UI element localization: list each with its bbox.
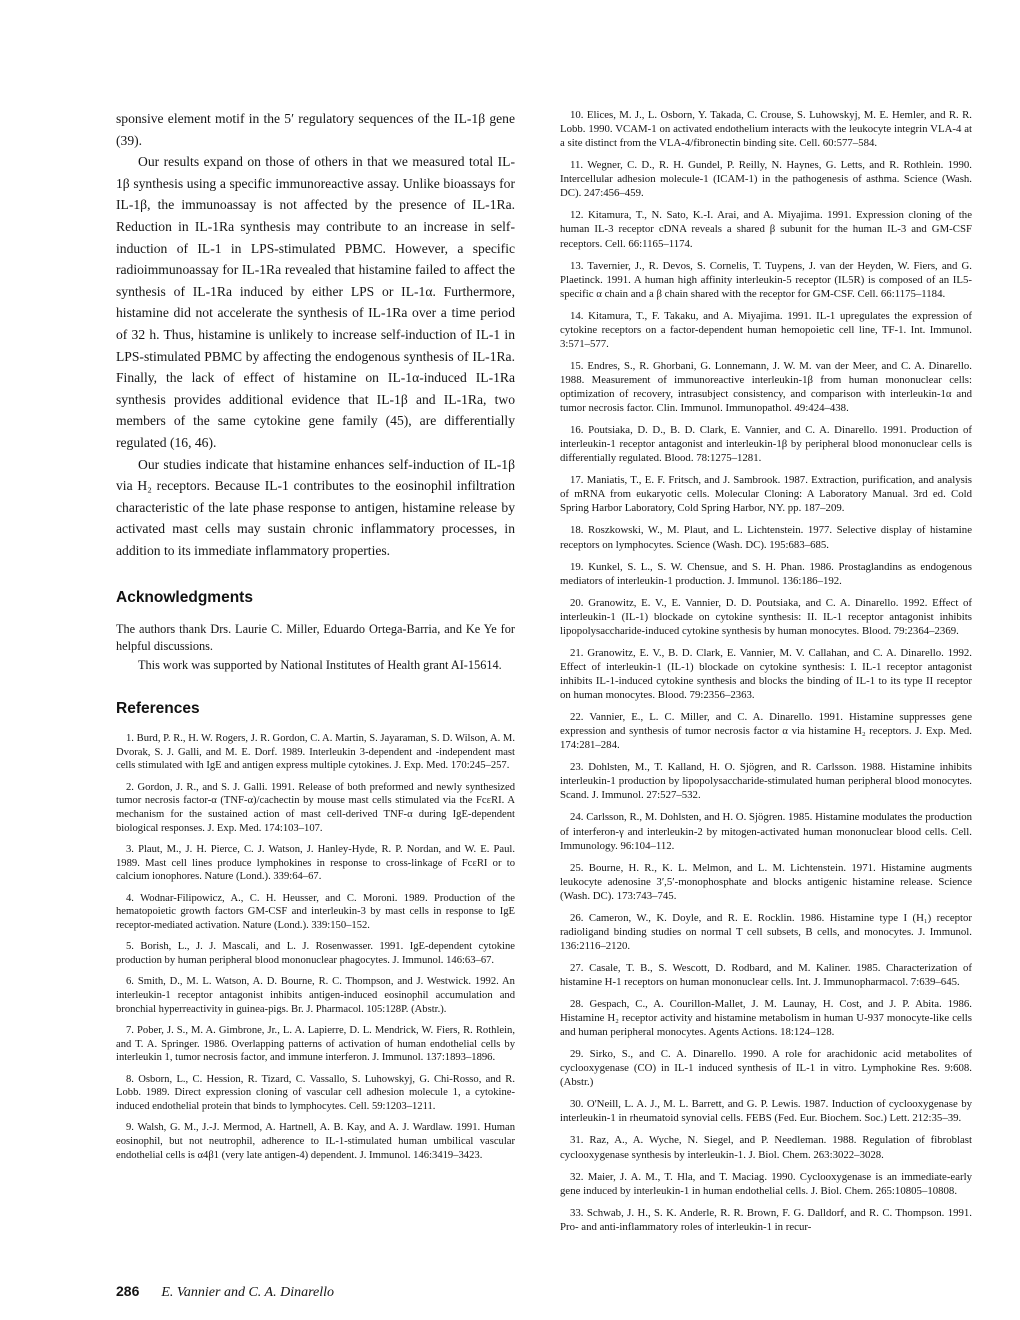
reference-number: 23. [570, 761, 584, 774]
reference-item [116, 1024, 515, 1065]
reference-item [116, 1073, 515, 1114]
reference-number: 9. [126, 1122, 134, 1134]
reference-number: 5. [126, 941, 134, 953]
reference-number: 25. [570, 861, 584, 874]
references-list-right [560, 108, 972, 1234]
reference-item [560, 710, 972, 752]
reference-text: Maniatis, T., E. F. Fritsch, and J. Sambrook. 1987. Extraction, purification, and analysis of mRNA from eukaryotic cells. Molecular Cloning: A Laboratory Manual. 3rd ed. Cold Spring Harbor Laboratory, Cold Spring Harbor, NY. pp. 187–209. [560, 474, 972, 515]
page-footer [116, 1283, 334, 1301]
references-list-left [116, 732, 515, 1163]
body-paragraph: sponsive element motif in the 5′ regulatory sequences of the IL-1β gene (39). [116, 111, 515, 148]
reference-text: Wegner, C. D., R. H. Gundel, P. Reilly, N. Haynes, G. Letts, and R. Rothlein. 1990. Intercellular adhesion molecule-1 (ICAM-1) in the pathogenesis of asthma. Science (Wash. DC). 247:456–459. [560, 159, 972, 200]
right-column [560, 108, 972, 1242]
reference-text: Kitamura, T., N. Sato, K.-I. Arai, and A. Miyajima. 1991. Expression cloning of the human IL-3 receptor cDNA reveals a shared β subunit for the human IL-3 and GM-CSF receptors. Cell. 66:1165–1174. [560, 209, 972, 250]
body-paragraph: Our results expand on those of others in that we measured total IL-1β synthesis using a specific immunoreactive assay. Unlike bioassays for IL-1β, the immunoassay is not affected by the presence of IL-1Ra. Reduction in IL-1Ra synthesis may contribute to an increase in self-induction of IL-1 in LPS-stimulated PBMC. However, a specific radioimmunoassay for IL-1Ra revealed that histamine failed to affect the synthesis of IL-1Ra induced by either LPS or IL-1α. Furthermore, histamine did not accelerate the synthesis of IL-1Ra over a time period of 32 h. Thus, histamine is unlikely to increase self-induction of IL-1 in LPS-stimulated PBMC by affecting the endogenous synthesis of IL-1Ra. Finally, the lack of effect of histamine on IL-1α-induced IL-1Ra synthesis provides additional evidence that IL-1β and IL-1Ra, two members of the same cytokine gene family (45), are differentially regulated (16, 46). [116, 154, 515, 450]
reference-text: Carlsson, R., M. Dohlsten, and H. O. Sjögren. 1985. Histamine modulates the production of interferon-γ and interleukin-2 by mitogen-activated human mononuclear blood cells. Cell. Immunology. 96:104–112. [560, 811, 972, 852]
reference-text: Borish, L., J. J. Mascali, and L. J. Rosenwasser. 1991. IgE-dependent cytokine production by human peripheral blood mononuclear phagocytes. J. Immunol. 146:63–67. [116, 941, 515, 967]
reference-number: 15. [570, 359, 584, 372]
reference-item [560, 1133, 972, 1161]
reference-number: 30. [570, 1098, 584, 1111]
reference-number: 29. [570, 1048, 584, 1061]
reference-number: 2. [126, 781, 134, 793]
reference-text: Cameron, W., K. Doyle, and R. E. Rocklin. 1986. Histamine type I (H₁) receptor radioligand binding studies on normal T cell subsets, B cells, and monocytes. J. Immunol. 136:2116–2120. [560, 911, 972, 952]
reference-text: Sirko, S., and C. A. Dinarello. 1990. A role for arachidonic acid metabolites of cyclooxygenase (CO) in IL-1 induced synthesis of IL-1 in vitro. Lymphokine Res. 9:608. (Abstr.) [560, 1048, 972, 1089]
reference-text: Bourne, H. R., K. L. Melmon, and L. M. Lichtenstein. 1971. Histamine augments leukocyte adenosine 3′,5′-monophosphate and blocks antigenic histamine release. Science (Wash. DC). 173:743–745. [560, 861, 972, 902]
reference-number: 26. [570, 911, 584, 924]
reference-text: Walsh, G. M., J.-J. Mermod, A. Hartnell, A. B. Kay, and A. J. Wardlaw. 1991. Human eosinophil, but not neutrophil, adherence to IL-1-stimulated human umbilical vascular endothelial cells is α4β1 (very late antigen-4) dependent. J. Immunol. 146:3419–3423. [116, 1122, 515, 1161]
reference-item [560, 861, 972, 903]
reference-item [116, 892, 515, 933]
reference-text: Osborn, L., C. Hession, R. Tizard, C. Vassallo, S. Luhowskyj, G. Chi-Rosso, and R. Lobb. 1989. Direct expression cloning of vascular cell adhesion molecule 1, a cytokine-induced endothelial protein that binds to lymphocytes. Cell. 59:1203–1211. [116, 1073, 516, 1113]
reference-item [560, 309, 972, 351]
reference-item [560, 1206, 972, 1234]
reference-item [560, 473, 972, 515]
reference-number: 7. [126, 1025, 134, 1037]
reference-text: Schwab, J. H., S. K. Anderle, R. R. Brown, F. G. Dalldorf, and R. C. Thompson. 1991. Pro- and anti-inflammatory roles of interleukin-1 in recur- [560, 1206, 972, 1233]
funding-text: This work was supported by National Institutes of Health grant AI-15614. [138, 658, 502, 673]
reference-item [560, 560, 972, 588]
reference-number: 28. [570, 998, 584, 1010]
reference-text: O'Neill, L. A. J., M. L. Barrett, and G. P. Lewis. 1987. Induction of cyclooxygenase by interleukin-1 in rheumatoid synovial cells. FEBS (Fed. Eur. Biochem. Soc.) Lett. 212:35–39. [560, 1098, 972, 1125]
acknowledgments-text: The authors thank Drs. Laurie C. Miller, Eduardo Ortega-Barria, and Ke Ye for helpful discussions. [116, 622, 515, 654]
reference-number: 10. [570, 109, 584, 121]
reference-number: 6. [126, 976, 134, 988]
reference-number: 31. [570, 1134, 584, 1147]
reference-item [560, 523, 972, 551]
reference-item [560, 961, 972, 989]
reference-text: Tavernier, J., R. Devos, S. Cornelis, T. Tuypens, J. van der Heyden, W. Fiers, and G. Plaetinck. 1991. A human high affinity interleukin-5 receptor (IL5R) is composed of an IL5-specific α chain and a β chain shared with the receptor for GM-CSF. Cell. 66:1175–1184. [560, 259, 972, 300]
reference-item [560, 760, 972, 802]
references-heading: References [116, 699, 200, 717]
reference-number: 27. [570, 961, 584, 974]
reference-text: Poutsiaka, D. D., B. D. Clark, E. Vannier, and C. A. Dinarello. 1991. Production of interleukin-1 receptor antagonist and interleukin-1β by peripheral blood mononuclear cells is differentially regulated. Blood. 78:1275–1281. [560, 424, 972, 465]
reference-item [116, 843, 515, 884]
reference-item [116, 975, 515, 1016]
reference-number: 16. [570, 424, 584, 437]
reference-item [560, 259, 972, 301]
reference-number: 1. [126, 732, 134, 744]
page-number: 286 [116, 1283, 140, 1299]
reference-number: 19. [570, 560, 584, 573]
reference-text: Casale, T. B., S. Wescott, D. Rodbard, and M. Kaliner. 1985. Characterization of histamine H-1 receptors on human mononuclear cells. Int. J. Immunopharmacol. 7:639–645. [560, 961, 973, 989]
reference-item [560, 997, 972, 1039]
reference-text: Kunkel, S. L., S. W. Chensue, and S. H. Phan. 1986. Prostaglandins as endogenous mediators of interleukin-1 production. J. Immunol. 136:186–192. [560, 560, 972, 587]
reference-number: 22. [570, 711, 584, 724]
reference-item [560, 1097, 972, 1125]
reference-number: 32. [570, 1170, 584, 1183]
reference-item [116, 1121, 515, 1162]
reference-text: Endres, S., R. Ghorbani, G. Lonnemann, J. W. M. van der Meer, and C. A. Dinarello. 1988. Measurement of immunoreactive interleukin-1β from human mononuclear cells: optimization of recovery, intrasubject consistency, and comparison with interleukin-1α and tumor necrosis factor. Clin. Immunol. Immunopathol. 49:424–438. [560, 359, 973, 415]
reference-number: 33. [570, 1206, 584, 1219]
reference-item [560, 158, 972, 200]
reference-item [560, 1047, 972, 1089]
reference-text: Gordon, J. R., and S. J. Galli. 1991. Release of both preformed and newly synthesized tumor necrosis factor-α (TNF-α)/cachectin by mouse mast cells stimulated via the FcεRI. A mechanism for the sustained action of mast cell-derived TNF-α during IgE-dependent biological responses. J. Exp. Med. 174:103–107. [116, 781, 516, 834]
reference-text: Elices, M. J., L. Osborn, Y. Takada, C. Crouse, S. Luhowskyj, M. E. Hemler, and R. R. Lobb. 1990. VCAM-1 on activated endothelium interacts with the leukocyte integrin VLA-4 at a site distinct from the VLA-4/fibronectin binding site. Cell. 60:577–584. [560, 109, 972, 150]
running-authors: E. Vannier and C. A. Dinarello [161, 1285, 335, 1300]
reference-number: 4. [126, 892, 134, 904]
body-paragraph: Our studies indicate that histamine enhances self-induction of IL-1β via H₂ receptors. Because IL-1 contributes to the eosinophil infiltration characteristic of the late phase response to antigen, histamine release by activated mast cells may sustain chronic inflammatory processes, in addition to its immediate inflammatory properties. [116, 456, 515, 558]
reference-item [560, 208, 972, 250]
reference-item [116, 732, 515, 773]
reference-item [116, 781, 515, 836]
acknowledgments-heading: Acknowledgments [116, 589, 253, 607]
reference-text: Granowitz, E. V., B. D. Clark, E. Vannier, M. V. Callahan, and C. A. Dinarello. 1992. Effect of interleukin-1 (IL-1) blockade on cytokine synthesis: I. IL-1 receptor antagonist inhibits IL-1-induced cytokine synthesis and blocks the binding of IL-1 to its type II receptor on human monocytes. Blood. 79:2356–2363. [560, 646, 973, 702]
reference-text: Dohlsten, M., T. Kalland, H. O. Sjögren, and R. Carlsson. 1988. Histamine inhibits interleukin-1 production by lipopolysaccharide-stimulated human peripheral blood monocytes. Scand. J. Immunol. 27:527–532. [560, 761, 972, 802]
reference-text: Gespach, C., A. Courillon-Mallet, J. M. Launay, H. Cost, and J. P. Abita. 1986. Histamine H₂ receptor activity and histamine metabolism in human U-937 monocyte-like cells and human peripheral monocytes. Agents Actions. 18:124–128. [560, 998, 972, 1039]
left-column [116, 108, 515, 1170]
reference-item [560, 646, 972, 702]
reference-item [560, 810, 972, 852]
reference-number: 3. [126, 843, 134, 855]
reference-item [560, 1170, 972, 1198]
reference-number: 18. [570, 524, 584, 537]
reference-number: 20. [570, 596, 584, 609]
reference-text: Roszkowski, W., M. Plaut, and L. Lichtenstein. 1977. Selective display of histamine receptors on lymphocytes. Science (Wash. DC). 195:683–685. [560, 524, 972, 551]
reference-number: 14. [570, 309, 584, 322]
reference-text: Raz, A., A. Wyche, N. Siegel, and P. Needleman. 1988. Regulation of fibroblast cyclooxygenase synthesis by interleukin-1. J. Biol. Chem. 263:3022–3028. [560, 1134, 972, 1161]
reference-text: Maier, J. A. M., T. Hla, and T. Maciag. 1990. Cyclooxygenase is an immediate-early gene induced by interleukin-1 in human endothelial cells. J. Biol. Chem. 265:10805–10808. [560, 1170, 973, 1197]
reference-item [560, 108, 972, 150]
reference-text: Wodnar-Filipowicz, A., C. H. Heusser, and C. Moroni. 1989. Production of the hematopoietic growth factors GM-CSF and interleukin-3 by mast cells in response to IgE receptor-mediated activation. Nature (Lond.). 339:150–152. [116, 892, 515, 932]
reference-number: 13. [570, 259, 584, 272]
reference-text: Vannier, E., L. C. Miller, and C. A. Dinarello. 1991. Histamine suppresses gene expression and synthesis of tumor necrosis factor α via histamine H₂ receptors. J. Exp. Med. 174:281–284. [560, 711, 972, 752]
reference-number: 21. [570, 646, 584, 659]
reference-number: 11. [570, 159, 584, 172]
reference-item [560, 359, 972, 415]
reference-text: Pober, J. S., M. A. Gimbrone, Jr., L. A. Lapierre, D. L. Mendrick, W. Fiers, R. Rothlein, and T. A. Springer. 1986. Overlapping patterns of activation of human endothelial cells by interleukin 1, tumor necrosis factor, and immune interferon. J. Immunol. 137:1893–1896. [116, 1025, 515, 1064]
reference-text: Smith, D., M. L. Watson, A. D. Bourne, R. C. Thompson, and J. Westwick. 1992. An interleukin-1 receptor antagonist inhibits antigen-induced eosinophil accumulation and bronchial hyperreactivity in guinea-pigs. Br. J. Pharmacol. 105:128P. (Abstr.). [116, 976, 515, 1015]
reference-text: Burd, P. R., H. W. Rogers, J. R. Gordon, C. A. Martin, S. Jayaraman, S. D. Wilson, A. M. Dvorak, S. J. Galli, and M. E. Dorf. 1989. Interleukin 3-dependent and -independent mast cells stimulated with IgE and antigen express multiple cytokines. J. Exp. Med. 170:245–257. [116, 732, 515, 772]
reference-number: 12. [570, 209, 584, 222]
reference-item [560, 911, 972, 953]
reference-item [116, 940, 515, 967]
reference-text: Plaut, M., J. H. Pierce, C. J. Watson, J. Hanley-Hyde, R. P. Nordan, and W. E. Paul. 1989. Mast cell lines produce lymphokines in response to cross-linkage of FcεRI or to calcium ionophores. Nature (Lond.). 339:64–67. [116, 843, 515, 883]
reference-item [560, 596, 972, 638]
reference-text: Granowitz, E. V., E. Vannier, D. D. Poutsiaka, and C. A. Dinarello. 1992. Effect of interleukin-1 (IL-1) blockade on cytokine synthesis: II. IL-1 receptor antagonist inhibits lipopolysaccharide-induced cytokine synthesis by human monocytes. Blood. 79:2364–2369. [560, 596, 973, 637]
reference-number: 17. [570, 474, 584, 487]
reference-item [560, 423, 972, 465]
reference-text: Kitamura, T., F. Takaku, and A. Miyajima. 1991. IL-1 upregulates the expression of cytokine receptors on a factor-dependent human hemopoietic cell line, TF-1. Int. Immunol. 3:571–577. [560, 309, 972, 350]
reference-number: 8. [126, 1073, 134, 1085]
reference-number: 24. [570, 811, 584, 824]
